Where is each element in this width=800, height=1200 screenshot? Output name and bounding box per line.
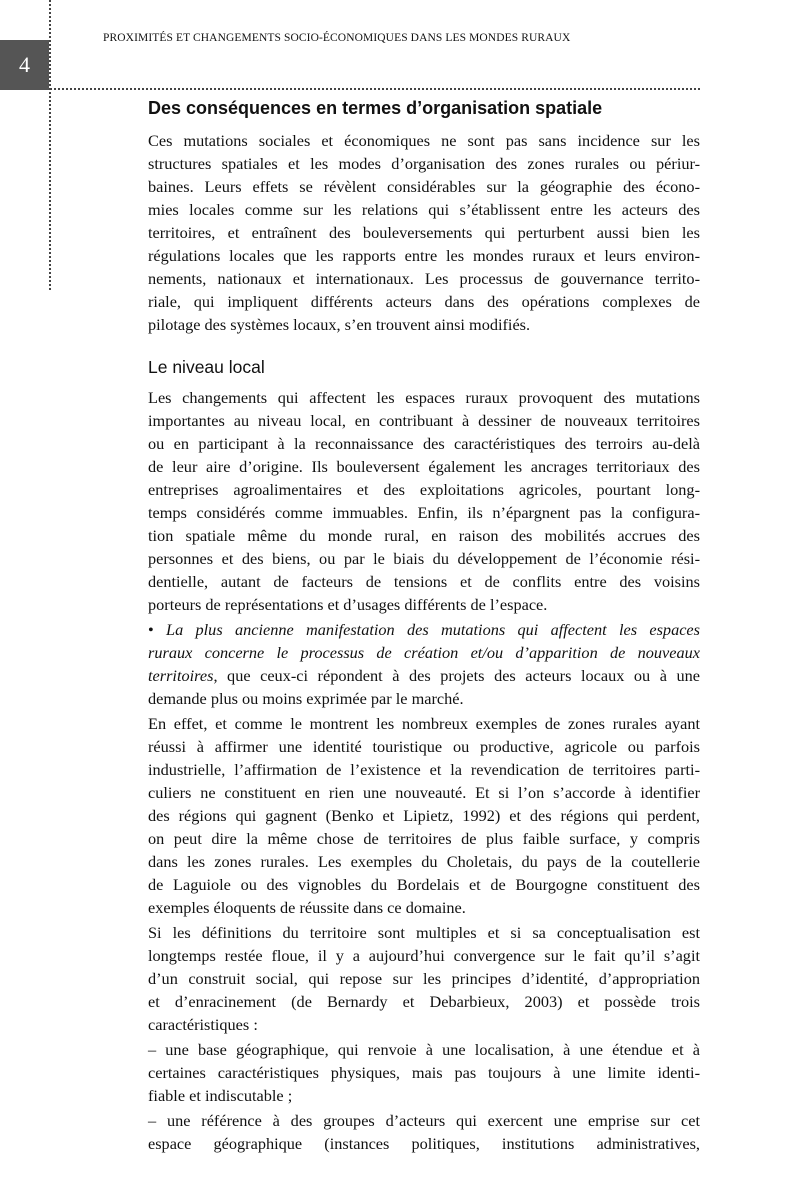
text-line: réussi à affirmer une identité touristique ou productive, agricole ou parfois [148, 737, 700, 756]
text-line: temps considérés comme immuables. Enfin, ils n’épargnent pas la configura- [148, 503, 700, 522]
text-line [148, 664, 700, 687]
page-number: 4 [19, 52, 30, 77]
text-line: ou en participant à la reconnaissance des caractéristiques des terroirs au-delà [148, 434, 700, 453]
text-line: Ces mutations sociales et économiques ne sont pas sans incidence sur les [148, 131, 700, 150]
text-line: culiers ne constituent en rien une nouveauté. Et si l’on s’accorde à identifier [148, 783, 700, 802]
italic-text: ruraux concerne le processus de création et/ou d’apparition de nouveaux [148, 643, 700, 662]
margin-dotted-rule [49, 0, 51, 290]
text-line: territoires, et entraînent des bouleversements qui perturbent aussi bien les [148, 223, 700, 242]
paragraph [148, 712, 700, 919]
header-dotted-rule [50, 88, 700, 90]
text-line: pilotage des systèmes locaux, s’en trouvent ainsi modifiés. [148, 315, 531, 334]
text-line: – une référence à des groupes d’acteurs qui exercent une emprise sur cet [148, 1111, 700, 1130]
text-line: riale, qui impliquent différents acteurs dans des opérations complexes de [148, 292, 700, 311]
text-line: exemples éloquents de réussite dans ce domaine. [148, 898, 466, 917]
text-line: importantes au niveau local, en contribuant à dessiner de nouveaux territoires [148, 411, 700, 430]
text-line: Les changements qui affectent les espaces ruraux provoquent des mutations [148, 388, 700, 407]
text-line: caractéristiques : [148, 1015, 258, 1034]
page-body [148, 96, 700, 1157]
text-line: longtemps restée floue, il y a aujourd’hui convergence sur le fait qu’il s’agit [148, 946, 700, 965]
text-line: fiable et indiscutable ; [148, 1086, 293, 1105]
text-line: demande plus ou moins exprimée par le marché. [148, 689, 464, 708]
text-line: – une base géographique, qui renvoie à une localisation, à une étendue et à [148, 1040, 700, 1059]
paragraph [148, 1038, 700, 1107]
text-segment: • [148, 620, 167, 639]
text-line: d’un construit social, qui repose sur les principes d’identité, d’appropriation [148, 969, 700, 988]
running-header: PROXIMITÉS ET CHANGEMENTS SOCIO-ÉCONOMIQUES DANS LES MONDES RURAUX [103, 32, 571, 44]
text-line [148, 641, 700, 664]
text-line: structures spatiales et les modes d’organisation des zones rurales ou périur- [148, 154, 700, 173]
text-line: de leur aire d’origine. Ils bouleversent également les ancrages territoriaux des [148, 457, 700, 476]
section-title: Des conséquences en termes d’organisation spatiale [148, 98, 603, 118]
paragraph [148, 386, 700, 616]
text-line: espace géographique (instances politiques, institutions administratives, [148, 1134, 700, 1153]
text-line: porteurs de représentations et d’usages différents de l’espace. [148, 595, 548, 614]
italic-text: La plus ancienne manifestation des mutations qui affectent les espaces [166, 620, 700, 639]
italic-text: territoires [148, 666, 214, 685]
text-line: on peut dire la même chose de territoires de plus faible surface, y compris [148, 829, 700, 848]
text-line: Si les définitions du territoire sont multiples et si sa conceptualisation est [148, 923, 700, 942]
text-line [148, 618, 700, 641]
text-line: entreprises agroalimentaires et des exploitations agricoles, pourtant long- [148, 480, 700, 499]
text-line: certaines caractéristiques physiques, mais pas toujours à une limite identi- [148, 1063, 700, 1082]
text-line: dentielle, autant de facteurs de tensions et de conflits entre des voisins [148, 572, 700, 591]
text-line: dans les zones rurales. Les exemples du Choletais, du pays de la coutellerie [148, 852, 700, 871]
text-line: personnes et des biens, ou par le biais du développement de l’économie rési- [148, 549, 700, 568]
text-line: En effet, et comme le montrent les nombreux exemples de zones rurales ayant [148, 714, 700, 733]
subsection-title: Le niveau local [148, 357, 265, 377]
paragraph [148, 921, 700, 1036]
text-line: de Laguiole ou des vignobles du Bordelais et de Bourgogne constituent des [148, 875, 700, 894]
text-line: des régions qui gagnent (Benko et Lipietz, 1992) et des régions qui perdent, [148, 806, 700, 825]
text-line: mies locales comme sur les relations qui s’établissent entre les acteurs des [148, 200, 700, 219]
paragraph [148, 618, 700, 710]
paragraph [148, 129, 700, 336]
text-line: tion spatiale même du monde rural, en raison des mobilités accrues des [148, 526, 700, 545]
text-line: industrielle, l’affirmation de l’existence et la revendication de territoires parti- [148, 760, 700, 779]
text-line: baines. Leurs effets se révèlent considérables sur la géographie des écono- [148, 177, 700, 196]
text-segment: , que ceux-ci répondent à des projets des acteurs locaux ou à une [213, 666, 700, 685]
text-line: et d’enracinement (de Bernardy et Debarbieux, 2003) et possède trois [148, 992, 700, 1011]
page-number-tab [0, 40, 49, 90]
text-line: nements, nationaux et internationaux. Les processus de gouvernance territo- [148, 269, 700, 288]
text-line: régulations locales que les rapports entre les mondes ruraux et leurs environ- [148, 246, 700, 265]
paragraph [148, 1109, 700, 1155]
